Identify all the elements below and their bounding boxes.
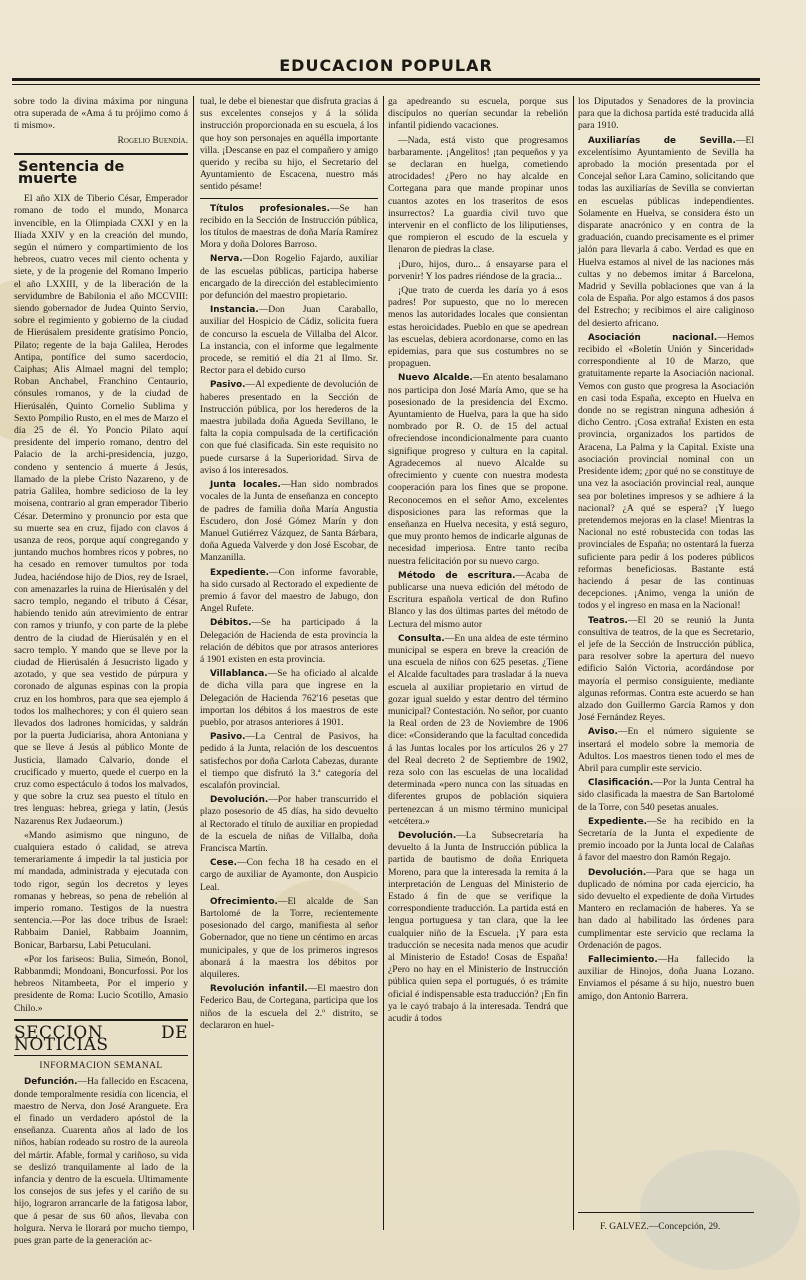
news-body: —Acaba de publicarse una nueva edición del método de Escritura española vertical de don Rufino Blanco y las dos últimas partes del método de Lectura del mismo autor	[388, 569, 568, 630]
news-item	[388, 830, 568, 1025]
news-body: —El alcalde de San Bartolomé de la Torre, recientemente posesionado del cargo, manifiesta al señor Gobernador, que no tiene un céntimo en arcas municipales, y que de los primeros ingresos abonará á la maestra los débitos por alquileres.	[200, 895, 378, 981]
news-heading: Débitos.	[210, 618, 252, 629]
footer-rule	[578, 1212, 754, 1213]
news-heading: Teatros.	[588, 615, 628, 626]
news-heading: Consulta.	[398, 633, 445, 644]
header-rule-thin	[12, 84, 760, 85]
news-item	[200, 668, 378, 729]
article-paragraph: «Mando asimismo que ninguno, de cualquiera estado ó calidad, se atreva temerariamente á impedir la tal justicia por mí mandada, administrada y ejecutada con todo rigor, según los decretos y leyes romanas y hebreas, so pena de rebelión al imperio romano. Testigos de la nuestra sentencia.—Por las doce tribus de Israel: Rabbaim Daniel, Rabbaim Joannim, Bonicar, Barbarsu, Labi Petuculani.	[14, 829, 188, 951]
news-heading: Auxiliarías de Sevilla.	[588, 135, 736, 146]
news-body: —En atento besalamano nos participa don José María Amo, que se ha posesionado de la presidencia del Excmo. Ayuntamiento de Huelva, para la que ha sido nombrado por R. O. de 15 del actual ofreciendose incondicionalmente para cuanto signifique progreso y cultura en la capital. Agradecemos al nuevo Alcalde su ofrecimiento y cuente con nuestra modesta cooperación para los fines que se propone. Reconocemos en el señor Amo, excelentes disposiciones para las reformas que la enseñanza en Huelva necesita, y está seguro, que muy pronto hemos de indicarle algunas de necesidad imperiosa. Entre tanto reciba nuestra felicitación por su nuevo cargo.	[388, 372, 568, 567]
news-body: —El excelentísimo Ayuntamiento de Sevilla ha aprobado la moción presentada por el Concejal señor Lara Camino, solicitando que todas las auxiliarías de Sevilla se conviertan en escuelas públicas independientes. Solamente en Huelva, se considera ésto un disparate anacrónico y en contra de la graduación, cuando precisamente es el primer jalón para llevarla á cabo. Verdad es que en Huelva estamos al nivel de las naciones más cultas y no debemos imitar á Barcelona, Madrid y Sevilla poblaciones que van á la cola de España. Por algo estamos á dos pasos del Estrecho; y recibimos el aire caliginoso del desierto africano.	[578, 134, 754, 329]
news-heading: Expediente.	[210, 567, 270, 578]
news-heading: Fallecimiento.	[588, 955, 658, 966]
news-body: —Con informe favorable, ha sido cursado al Rectorado el expediente de premio á favor del maestro de Jabugo, don Angel Rufete.	[200, 566, 378, 615]
news-heading: Junta locales.	[210, 480, 281, 491]
news-heading: Cese.	[210, 858, 237, 869]
news-body: —Con fecha 18 ha cesado en el cargo de auxiliar de Ayamonte, don Auspicio Leal.	[200, 857, 378, 893]
printer-imprint: F. GALVEZ.—Concepción, 29.	[600, 1222, 721, 1232]
news-body: —Se ha recibido en la Secretaría de la Junta el expediente de premio incoado por la Junta local de Calañas á favor del maestro don Ramón Regajo.	[578, 815, 754, 864]
news-body: ga apedreando su escuela, porque sus discípulos no querían secundar la rebelión infantil pidiendo vacaciones.	[388, 96, 568, 132]
news-body: —En el número siguiente se insertará el modelo sobre la memoria de Adultos. Los maestros tienen todo el mes de Abril para cumplir este servicio.	[578, 726, 754, 774]
news-item	[200, 617, 378, 666]
news-heading: Devolución.	[398, 830, 457, 841]
divider	[14, 153, 188, 155]
news-body: —Por haber transcurrido el plazo posesorio de 45 días, ha sido devuelto al Rectorado el título de auxiliar en propiedad de la escuela de niñas de Villalba, doña Francisca Martín.	[200, 794, 378, 854]
news-body: —Han sido nombrados vocales de la Junta de enseñanza en concepto de padres de familia doña María Angustia Escudero, don José Gómez Marín y don Manuel Gutiérrez Vázquez, de Santa Bárbara, doña Agueda Valverde y don José Escobar, de Manzanilla.	[200, 479, 379, 564]
column-divider	[383, 96, 384, 1230]
news-body: ¡Duro, hijos, duro... á ensayarse para el porvenir! Y los padres riéndose de la gracia...	[388, 258, 568, 282]
news-body: —La Subsecretaría ha devuelto á la Junta de Instrucción pública la partida de bautismo de doña Enriqueta Moreno, para que la interesada la remita á la interpretación de Lenguas del Ministerio de Estado á fin de que se verifique la correspondiente traducción. La partida está en lengua portuguesa y tan clara, que la lee cualquier niño de la Escuela. ¡Y para esta traducción se necesita nada menos que acudir al Ministerio de Estado! Cosas de España! ¿Pero no hay en el Ministerio de Instrucción pública quien sepa el portugués, ó es trámite oficial é indispensable esta traducción? ¡En fin ya le cayó trabajo á la interesada. Tendrá que acudir á todos	[388, 829, 568, 1025]
news-body: —Don Rogelio Fajardo, auxiliar de las escuelas públicas, participa haberse encargado de la dirección del establecimiento por defunción del maestro propietario.	[200, 253, 378, 302]
news-heading: Devolución.	[588, 867, 647, 878]
column-2	[200, 96, 378, 1230]
news-heading: Asociación nacional.	[588, 332, 718, 343]
news-item	[14, 1076, 188, 1247]
news-body: —La Central de Pasivos, ha pedido á la Junta, relación de los descuentos satisfechos por doña Carlota Cabezas, durante el tiempo que disfrutó la 3.ª categoría del escalafón provincial.	[200, 731, 378, 791]
news-item	[388, 570, 568, 631]
news-item	[388, 633, 568, 828]
news-body: —Para que se haga un duplicado de nómina por cada ejercicio, ha sido devuelto el expediente de doña Virtudes Mantero en reclamación de haberes. Ya se han dado al habilitado las órdenes para cumplimentar este servicio que reclama la Ordenación de pagos.	[578, 866, 754, 951]
section-subtitle: INFORMACION SEMANAL	[39, 1061, 163, 1072]
news-item	[578, 135, 754, 330]
news-body: —En una aldea de este término municipal se espera en breve la creación de una escuela de niños con 625 pesetas. ¿Tiene el Alcalde facultades para trasladar á la nueva escuela al auxiliar propietario en virtud de gozar igual sueldo y estar dentro del término municipal? Contestación. No señor, por cuanto la Real orden de 23 de Noviembre de 1906 dice: «Considerando que la facultad concedida á las Juntas locales por los artículos 26 y 27 del Real decreto 2 de Septiembre de 1902, reza solo con las escuelas de una localidad determinada «pero nunca con las situadas en diferentes grupos de población siquiera pertenezcan á un mismo término municipal «etcétera.»	[388, 632, 568, 827]
column-divider	[573, 96, 574, 1230]
news-heading: Villablanca.	[210, 669, 268, 680]
news-item	[200, 794, 378, 855]
news-heading: Clasificación.	[588, 778, 654, 789]
news-body: —Ha fallecido en Escacena, donde temporalmente residía con licencia, el maestro de Nerva, don José Aranguete. Era el finado un verdadero apóstol de la enseñanza. Cuarenta años al lado de los niños, habían rodeado su rostro de la aureola del mártir. Afable, formal y cariñoso, su vida se deslizó tranquilamente al lado de la infancia y dentro de la escuela. Ultimamente los consejos de sus jefes y el cariño de su hijo, lograron arrancarle de la fatigosa labor, que á pesar de sus 60 años, llevaba con holgura. Nerva le llorará por mucho tiempo, pues gran parte de la generación ac-	[14, 1076, 188, 1247]
news-body: —Nada, está visto que progresamos barbaramente. ¡Angelitos! ¡tan pequeños y ya se declaran en huelga, cometiendo atrocidades! ¿Pero no hay alcalde en Cortegana para que mande propinar unos cuantos azotes en los traseritos de esos insurrectos? La guardia civil tuvo que intervenir en el conflicto de los liliputienses, que rompieron el escudo de la escuela y llenaron de piedras la clase.	[388, 134, 568, 256]
news-body: ¡Que trato de cuerda les daría yo á esos padres! Por supuesto, que no lo merecen menos las autoridades locales que consientan estas heroicidades. Pueblo en que se apedrean las escuelas, debiera acordonarse, como en las epidemias, para que sus costumbres no se propaguen.	[388, 285, 568, 370]
news-item	[200, 253, 378, 302]
news-item	[200, 983, 378, 1032]
news-heading: Devolución.	[210, 795, 269, 806]
news-heading: Pasivo.	[210, 380, 246, 391]
news-heading: Defunción.	[24, 1077, 78, 1088]
news-item	[200, 304, 378, 377]
news-item	[200, 896, 378, 981]
divider	[200, 198, 378, 199]
news-heading: Instancia.	[210, 305, 259, 316]
intro-signature: Rogelio Buendía.	[117, 134, 188, 146]
news-item	[200, 479, 378, 564]
news-body: —Se ha participado á la Delegación de Hacienda de esta provincia la relación de débitos que por atrasos anteriores á 1901 existen en esta provincia.	[200, 617, 378, 665]
news-body: —Por la Junta Central ha sido clasificada la maestra de San Bartolomé de la Torre, con 540 pesetas anuales.	[578, 777, 754, 813]
news-body: —Ha fallecido la auxiliar de Hinojos, doña Juana Lozano. Enviamos el pésame á su hijo, nuestro buen amigo, don Antonio Barrera.	[578, 954, 754, 1002]
news-heading: Método de escritura.	[398, 570, 516, 581]
news-body: los Diputados y Senadores de la provincia para que la dichosa partida esté traducida allá para 1910.	[578, 96, 754, 132]
column-3	[388, 96, 568, 1230]
news-item	[578, 816, 754, 865]
intro-text: sobre todo la divina máxima por ninguna otra superada de «Ama á tu prójimo como á ti mismo».	[14, 96, 188, 132]
news-item	[578, 777, 754, 814]
news-heading: Títulos profesionales.	[210, 203, 330, 214]
news-heading: Expediente.	[588, 816, 648, 827]
news-item	[578, 332, 754, 613]
news-item	[200, 203, 378, 252]
news-heading: Revolución infantil.	[210, 984, 308, 995]
news-heading: Pasivo.	[210, 732, 246, 743]
news-body: —Don Juan Caraballo, auxiliar del Hospicio de Cádiz, solicita fuera de concurso la escuela de Villalba del Alcor. La instancia, con el informe que legalmente procede, se remitió el día 21 al Ilmo. Sr. Rector para el debido curso	[200, 304, 378, 377]
news-item	[388, 372, 568, 567]
news-item	[578, 726, 754, 775]
news-body: —Al expediente de devolución de haberes presentado en la Sección de Instrucción pública, por los herederos de la maestra jubilada doña Agueda Sevillano, le falta la copia compulsada de la certificación con que fué clasificada. Sin este requisito no puede cursarse á la Superioridad. Sirva de aviso á los interesados.	[200, 379, 378, 476]
news-item	[578, 954, 754, 1003]
news-body: —Se han recibido en la Sección de Instrucción pública, los títulos de maestras de doña María Ramírez Mora y doña Dolores Barroso.	[200, 202, 378, 251]
article-paragraph: «Por los fariseos: Bulia, Simeón, Bonol, Rabbanmdi; Mondoani, Boncurfossi. Por los hebreos Nitambeeta, Por el imperio y presidente de Roma: Lucio Scotillo, Amasio Chilo.»	[14, 953, 188, 1014]
column-1	[14, 96, 188, 1247]
news-body: —El 20 se reunió la Junta consultiva de teatros, de la que es Secretario, el jefe de la Sección de Instrucción pública, para resolver sobre la apertura del nuevo edificio Salón Victoria, acordándose por mayoría el permiso consiguiente, mediante algunas reformas. Contra este acuerdo se han alzado don Guillermo García Ramos y don José Fernández Reyes.	[578, 614, 754, 724]
news-body: —Hemos recibido el «Boletín Unión y Sinceridad» correspondiente al 10 de Marzo, que gratuitamente reparte la Asociación nacional. Vemos con gusto que progresa la Asociación en casi toda España, excepto en Huelva en donde no se registran ninguna adhesión á dicho Centro. ¡Cosa extraña! Existen en esta provincia, organizados los partidos de Aracena, La Palma y la Capital. Existe una asociación provincial nominal con un Presidente idem; ¿por qué no se constituye de una vez la asociación provincial real, aunque sea por boletines impresos y se adhiere á la nacional? ¿A qué se espera? ¡Y luego pretendemos mejoras en la clase! Mientras la Nacional no esté robustecida con todas las provinciales de España; no ostentará la fuerza suficiente para pedir á los poderes públicos reformas beneficiosas. Bastante está haciendo á pesar de las continuas decepciones. ¡Animo, venga la unión de todos y el ingreso en masa en la Nacional!	[578, 331, 754, 612]
article-paragraph: El año XIX de Tiberio César, Emperador romano de todo el mundo, Monarca invencible, en la Olimpiada CXXI y en la Iliada XXIV y en la creación del mundo, según el número y compartimiento de los hebreos, cuatro veces mil ciento ochenta y siete, y de la progenie del Romano Imperio el año LXXIII, y de la liberación de la servidumbre de Babilonia el año MCCVIII: siendo gobernador de Judea Quinto Servio, sobre el regimiento y gobierno de la ciudad de Hierúsalem presidente gratísimo Poncio, Pilato; regente de la baja Galilea, Herodes Antipa, pontífice del sumo sacerdocio, Caiphas; Alis Almael magni del templo; Roban Anchabel, Franchino Centaurio, cónsules romanos, y de la ciudad de Hierúsalén, Quinto Cornelio Sublima y Sexto Pompilio Rusto, en el mes de Marzo el día 25 de él. Yo Poncio Pilato aquí presidente del imperio romano, dentro del Palacio de la archi-presidencia, juzgo, condeno y sentencio á muerte á Jesús, llamado de la plebe Cristo Nazareno, y de patria Galilea, hombre sedicioso de la ley moisena, contrario al gran emperador Tiberio César. Determino y pronuncio por esta que su muerte sea en cruz, fijado con clavos á usanza de reos, porque aquí congregando y juntando muchos hombres ricos y pobres, no ha cesado en remover tumultos por toda Judea, haciéndose hijo de Dios, rey de Israel, con amenazarles la ruina de Hierúsalén y del sacro templo, negando el tributo á César, habiendo tenido aún atrevimiento de entrar con ramos y triunfo, y con parte de la plebe dentro de la ciudad de Hierúsalén y en el sacro templo. Y mando que se lleve por la ciudad de Hierúsalén á Jesucristo ligado y azotado, y que sea vestido de púrpura y coronado de algunas espinas con la propia cruz en los hombros, para que sea ejemplo á todos los malhechores; y con él quiero sean llevados dos ladrones homicidas, y saldrán por la puerta Judiciarisa, ahora Antoniana y que se lleve á Jesús al público Monte de Justicia, llamado Calvario, donde el crucificado y muerto, quede el cuerpo en la cruz como espectáculo á todos los malvados, y que sobre la cruz sea puesto el título en tres lenguas: hebrea, griega y latín, (Jesús Nazarenus Rex Judaeorum.)	[14, 193, 188, 827]
section-title: SECCION DE NOTICIAS	[14, 1022, 188, 1056]
news-heading: Ofrecimiento.	[210, 896, 278, 907]
news-body: tual, le debe el bienestar que disfruta gracias á sus excelentes consejos y á la sólida instrucción proporcionada en su escuela, á los que hoy son personajes en aquélla importante villa. ¡Descanse en paz el compañero y amigo querido y reciba su hijo, el Secretario del Ayuntamiento de Escacena, nuestro más sentido pésame!	[200, 96, 378, 193]
news-item	[578, 615, 754, 725]
header-rule	[12, 78, 760, 81]
article-title: Sentencia de muerte	[18, 158, 125, 188]
divider	[14, 1055, 188, 1056]
news-heading: Nerva.	[210, 254, 243, 265]
column-divider	[193, 96, 194, 1230]
news-item	[200, 379, 378, 477]
news-item	[578, 867, 754, 952]
news-body: —Se ha oficiado al alcalde de dicha villa para que ingrese en la Delegación de Hacienda 762'16 pesetas que importan los débitos á los maestros de este pueblo, por atrasos anteriores á 1901.	[200, 668, 378, 728]
news-heading: Aviso.	[588, 727, 618, 738]
news-item	[200, 731, 378, 792]
news-heading: Nuevo Alcalde.	[398, 373, 473, 384]
divider	[14, 1019, 188, 1021]
news-item	[200, 567, 378, 616]
page-header-title: EDUCACION POPULAR	[279, 56, 493, 75]
column-4	[578, 96, 754, 1208]
news-item	[200, 857, 378, 894]
news-body: —El maestro don Federico Bau, de Cortegana, participa que los niños de la escuela del 2.º distrito, se declararon en huel-	[200, 983, 378, 1031]
